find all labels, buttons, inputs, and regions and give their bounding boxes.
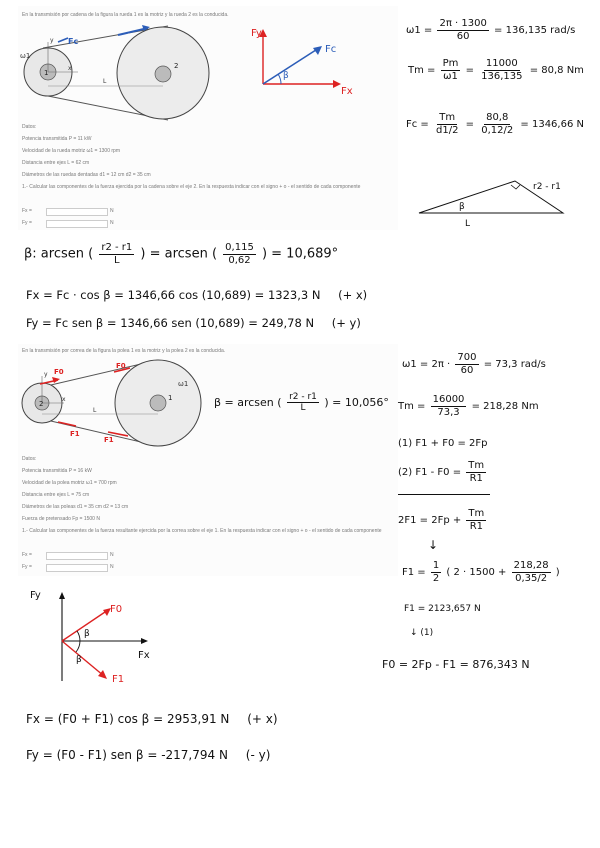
force-sketch-2: [28, 586, 168, 686]
problem2-data-line: Distancia entre ejes L = 75 cm: [22, 492, 90, 498]
problem1-chain-diagram: [18, 20, 218, 130]
f1-half-fraction: [431, 560, 441, 584]
fc-den1: d1/2: [436, 124, 459, 136]
f1-tm-num: 218,28: [513, 560, 549, 571]
answer-fy-input[interactable]: [46, 220, 108, 228]
answer-fy-unit: N: [110, 220, 114, 226]
answer-fx-label: Fx =: [22, 208, 32, 214]
eq2-num: Tm: [468, 460, 485, 471]
distance-label: L: [93, 407, 97, 414]
force-fc-arrow-left: [58, 38, 68, 42]
fc-num2: 80,8: [486, 112, 509, 123]
f1-end: ): [555, 567, 560, 578]
problem1-question: 1.- Calcular las componentes de la fuerza ejercida por la cadena sobre el eje 2. En la respuesta indicar con el signo + o - el sentido de cada componente: [22, 184, 361, 190]
beta-arc-top: [77, 631, 80, 641]
pulley2-label: 2: [39, 400, 44, 408]
notes2-beta: [214, 392, 389, 414]
fx2-text: Fx = (F0 + F1) cos β = 2953,91 N: [26, 712, 230, 726]
torque-num1: Pm: [442, 58, 459, 69]
problem2-data-line: Fuerza de pretensado Fp = 1500 N: [22, 516, 100, 522]
force-label: Fc: [68, 37, 79, 46]
triangle-right-angle: [511, 185, 520, 189]
fx1-sign: (+ x): [338, 288, 368, 302]
beta-label: β: [283, 71, 289, 81]
notes1-fx: [26, 288, 367, 302]
notes1-beta: [24, 242, 338, 266]
answer-fx-unit: N: [110, 552, 114, 558]
axis-y-label: y: [50, 37, 54, 44]
fx-label: Fx: [138, 650, 150, 661]
fc-label: Fc: [325, 44, 337, 55]
fc-vector: [263, 48, 319, 84]
fx2-sign: (+ x): [247, 712, 278, 726]
notes1-torque: [408, 58, 584, 82]
beta2-lhs: β = arcsen (: [214, 395, 282, 409]
f1-half-num: 1: [432, 560, 440, 571]
notes2-fy: [26, 748, 270, 762]
answer-fx-input[interactable]: [46, 208, 108, 216]
answer-fy-input[interactable]: [46, 564, 108, 572]
notes1-omega: [406, 18, 575, 42]
f1-label-right: F1: [104, 436, 114, 444]
fx-arrowhead: [141, 638, 148, 644]
omega-den: 60: [456, 30, 470, 42]
triangle-top-label: r2 - r1: [533, 182, 561, 192]
torque-fraction1: [441, 58, 461, 82]
fy1-sign: (+ y): [331, 316, 361, 330]
fc-fraction2: [479, 112, 515, 136]
notes2-eq1: (1) F1 + F0 = 2Fp: [398, 438, 488, 449]
beta1-den2: 0,62: [228, 254, 251, 266]
sum-divider: [398, 494, 490, 495]
fy2-text: Fy = (F0 - F1) sen β = -217,794 N: [26, 748, 228, 762]
sum-den: R1: [469, 520, 483, 532]
notes2-f1-result: F1 = 2123,657 N: [404, 604, 481, 614]
force-f0-arrowhead: [52, 377, 60, 383]
fx1-text: Fx = Fc · cos β = 1346,66 cos (10,689) = 1323,3 N: [26, 288, 321, 302]
fc-fraction1: [434, 112, 460, 136]
omega2-lhs: ω1 = 2π ·: [402, 359, 451, 370]
problem2-data-line: Potencia transmitida P = 16 kW: [22, 468, 92, 474]
torque2-lhs: Tm =: [398, 401, 426, 412]
omega-fraction: [437, 18, 488, 42]
notes2-torque: [398, 394, 539, 418]
beta2-result: ) = 10,056°: [324, 395, 389, 409]
answer-fy-label: Fy =: [22, 564, 32, 570]
f1-tm-fraction: [512, 560, 551, 584]
fc-result: = 1346,66 N: [520, 119, 584, 130]
omega-label: ω1: [178, 380, 189, 388]
problem2-data-heading: Datos:: [22, 456, 37, 462]
distance-label: L: [103, 78, 107, 85]
torque-num2: 11000: [485, 58, 518, 69]
beta2-num: r2 - r1: [289, 392, 317, 402]
force-sketch-1: [245, 26, 365, 98]
problem1-data-line: Distancia entre ejes L = 62 cm: [22, 160, 90, 166]
omega2-den: 60: [460, 364, 474, 376]
torque2-result: = 218,28 Nm: [471, 401, 539, 412]
sum-fraction: [466, 508, 486, 532]
fx-arrowhead: [333, 80, 341, 88]
notes1-fy: [26, 316, 361, 330]
beta1-result: ) = 10,689°: [261, 246, 339, 262]
problem1-data-line: Diámetros de las ruedas dentadas d1 = 12 cm d2 = 35 cm: [22, 172, 151, 178]
problem2-belt-diagram: [18, 356, 218, 452]
notes2-eq2: [398, 460, 488, 484]
beta1-fraction2: [223, 242, 256, 266]
f1-half-den: 2: [432, 572, 440, 584]
torque-result: = 80,8 Nm: [529, 65, 584, 76]
torque-eq: =: [465, 65, 474, 76]
torque-lhs: Tm =: [408, 65, 436, 76]
axis-x-label: x: [62, 396, 66, 403]
answer-fy-unit: N: [110, 564, 114, 570]
axis-y-label: y: [44, 371, 48, 378]
omega-lhs: ω1 =: [406, 25, 433, 36]
answer-fx-label: Fx =: [22, 552, 32, 558]
beta-arc: [278, 74, 281, 84]
problem2-data-line: Diámetros de las poleas d1 = 35 cm d2 = 13 cm: [22, 504, 129, 510]
fy2-sign: (- y): [245, 748, 271, 762]
beta-arc-bottom: [76, 641, 80, 652]
problem1-statement: En la transmisión por cadena de la figura la rueda 1 es la motriz y la rueda 2 es la conducida.: [22, 12, 229, 18]
omega-result: = 136,135 rad/s: [494, 25, 576, 36]
pulley1-label: 1: [168, 394, 173, 402]
f0-label-right: F0: [116, 362, 126, 370]
eq2-fraction: [466, 460, 486, 484]
torque-fraction2: [479, 58, 524, 82]
triangle-sketch: [415, 175, 585, 227]
notes2-fx: [26, 712, 278, 726]
fy1-text: Fy = Fc sen β = 1346,66 sen (10,689) = 249,78 N: [26, 316, 315, 330]
beta1-num2: 0,115: [225, 242, 254, 253]
f1-label: F1: [112, 674, 125, 685]
fc-eq: =: [465, 119, 475, 130]
fy-label: Fy: [251, 28, 262, 39]
omega2-fraction: [455, 352, 478, 376]
fx-label: Fx: [341, 86, 353, 97]
omega-num: 2π · 1300: [439, 18, 487, 29]
problem1-data-line: Potencia transmitida P = 11 kW: [22, 136, 92, 142]
notes2-sum: [398, 508, 488, 532]
sum-lhs: 2F1 = 2Fp +: [398, 515, 462, 526]
axis-x-label: x: [68, 65, 72, 72]
fc-num1: Tm: [439, 112, 456, 123]
fc-den2: 0,12/2: [481, 124, 514, 136]
fy-label: Fy: [30, 590, 41, 601]
beta1-num1: r2 - r1: [101, 242, 133, 253]
beta2-fraction: [287, 392, 319, 414]
omega2-result: = 73,3 rad/s: [483, 359, 546, 370]
f1-label: F1: [70, 430, 80, 438]
problem2-data-line: Velocidad de la polea motriz ω1 = 700 rpm: [22, 480, 117, 486]
problem2-statement: En la transmisión por correa de la figura la polea 1 es la motriz y la polea 2 es la conducida.: [22, 348, 226, 354]
beta1-mid: ) = arcsen (: [140, 246, 218, 262]
beta2-den: L: [300, 403, 306, 414]
triangle-beta-label: β: [459, 202, 465, 212]
f0-label: F0: [110, 604, 123, 615]
pulley1-hub: [150, 395, 166, 411]
beta1-lhs: β: arcsen (: [24, 246, 94, 262]
notes1-fc: [406, 112, 584, 136]
notes2-f0: F0 = 2Fp - F1 = 876,343 N: [382, 658, 530, 671]
beta-top-label: β: [84, 629, 90, 639]
triangle-base-label: L: [465, 219, 471, 227]
f0-label: F0: [54, 368, 64, 376]
down-arrow-1: ↓: [428, 538, 439, 552]
f1-tm-den: 0,35/2: [515, 572, 548, 584]
beta-bottom-label: β: [76, 655, 82, 665]
problem1-data-line: Velocidad de la rueda motriz ω1 = 1300 rpm: [22, 148, 120, 154]
f1-vector: [62, 641, 104, 676]
problem2-question: 1.- Calcular las componentes de la fuerza resultante ejercida por la correa sobre el eje 1. En la respuesta indicar con el signo + o - el sentido de cada componente: [22, 528, 382, 534]
torque-den2: 136,135: [481, 70, 523, 82]
notes2-f1-formula: [402, 560, 560, 584]
answer-fx-unit: N: [110, 208, 114, 214]
sum-num: Tm: [468, 508, 485, 519]
torque-den1: ω1: [443, 70, 458, 82]
wheel1-label: 1: [44, 69, 49, 77]
force-f1-arrow: [58, 422, 76, 426]
f1-mid: ( 2 · 1500 +: [446, 567, 507, 578]
fy-arrowhead: [59, 592, 65, 599]
torque2-fraction: [431, 394, 467, 418]
torque2-num: 16000: [432, 394, 465, 405]
wheel2-label: 2: [174, 62, 179, 70]
wheel2-hub: [155, 66, 171, 82]
problem2-panel: [18, 344, 398, 576]
omega-label: ω1: [20, 52, 31, 60]
f1-lhs: F1 =: [402, 567, 426, 578]
answer-fy-label: Fy =: [22, 220, 32, 226]
eq2-den: R1: [469, 472, 483, 484]
beta1-fraction1: [99, 242, 134, 266]
notes2-omega: [402, 352, 546, 376]
notes2-arrow-note: ↓ (1): [410, 628, 434, 638]
fc-lhs: Fc =: [406, 119, 429, 130]
problem1-data-heading: Datos:: [22, 124, 37, 130]
eq2-lhs: (2) F1 - F0 =: [398, 467, 462, 478]
omega2-num: 700: [457, 352, 477, 363]
torque2-den: 73,3: [437, 406, 460, 418]
beta1-den1: L: [114, 254, 120, 266]
answer-fx-input[interactable]: [46, 552, 108, 560]
